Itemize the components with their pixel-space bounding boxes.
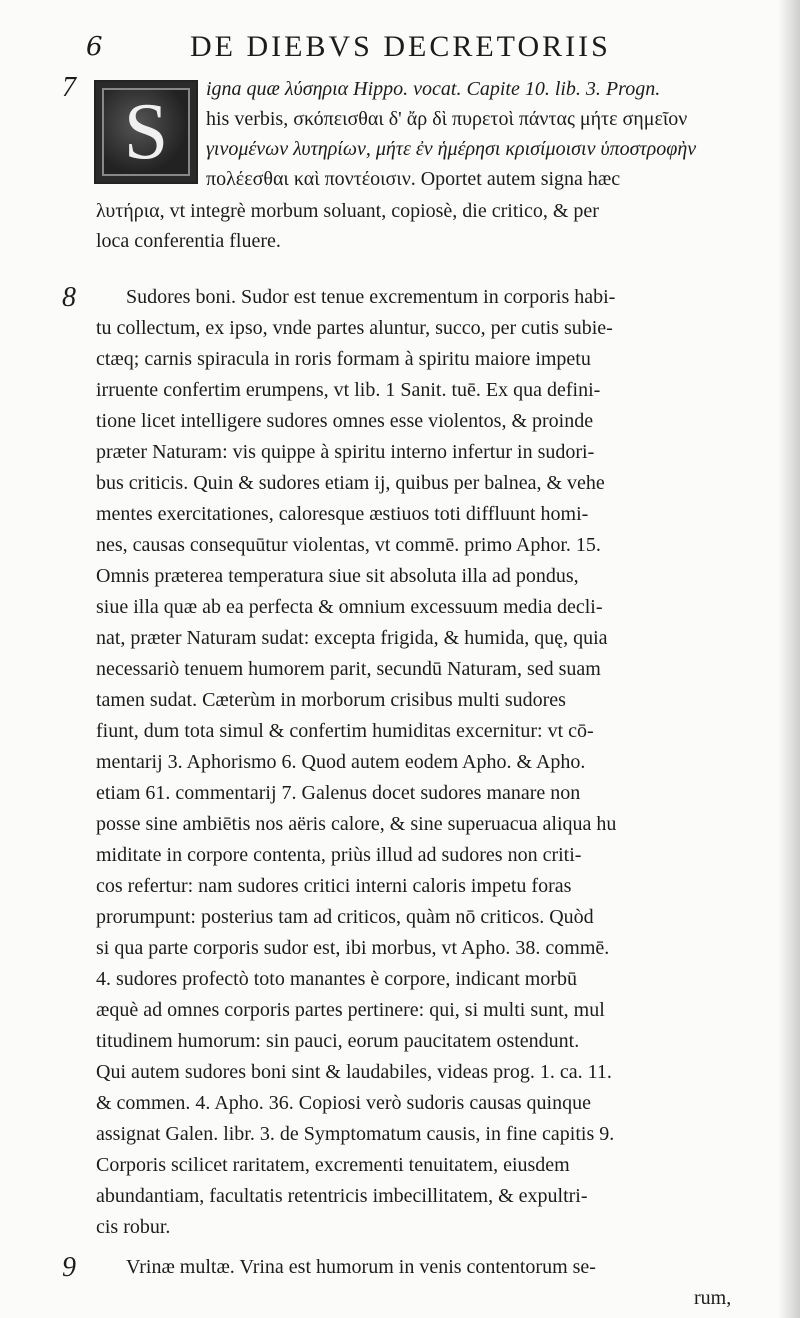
section8-line-10: Omnis præterea temperatura siue sit absoluta illa ad pondus, [96, 565, 579, 587]
section8-line-29: Corporis scilicet raritatem, excrementi tenuitatem, eiusdem [96, 1154, 570, 1176]
initial-ornament [102, 88, 190, 176]
section8-line-2: tu collectum, ex ipso, vnde partes aluntur, succo, per cutis subie- [96, 317, 613, 339]
running-head: DE DIEBVS DECRETORIIS [190, 30, 611, 63]
section-number-8: 8 [62, 282, 76, 313]
section8-line-8: mentes exercitationes, caloresque æstiuos toti diffluunt homi- [96, 503, 589, 525]
section8-line-20: cos refertur: nam sudores critici interni caloris impetu foras [96, 875, 572, 897]
section8-line-31: cis robur. [96, 1216, 171, 1238]
section8-line-15: fiunt, dum tota simul & confertim humiditas excernitur: vt cō- [96, 720, 594, 742]
section8-line-24: æquè ad omnes corporis partes pertinere: qui, si multi sunt, mul [96, 999, 605, 1021]
section7-line-5: λυτήρια, vt integrè morbum soluant, copiosè, die critico, & per [96, 200, 599, 222]
section7-line-2: his verbis, σκόπεισθαι δ' ἄρ δὶ πυρετοὶ πάντας μήτε σημεῖον [206, 108, 688, 130]
section8-line-12: nat, præter Naturam sudat: excepta frigida, & humida, quę, quia [96, 627, 608, 649]
section8-line-11: siue illa quæ ab ea perfecta & omnium excessuum media decli- [96, 596, 603, 618]
section8-line-22: si qua parte corporis sudor est, ibi morbus, vt Apho. 38. commē. [96, 937, 610, 959]
initial-letter: S [123, 88, 169, 176]
section8-line-9: nes, causas consequūtur violentas, vt commē. primo Aphor. 15. [96, 534, 601, 556]
section8-line-13: necessariò tenuem humorem parit, secundū Naturam, sed suam [96, 658, 601, 680]
section8-line-18: posse sine ambiētis nos aëris calore, & sine superuacua aliqua hu [96, 813, 617, 835]
page-edge-shadow [778, 0, 800, 1318]
page-header [0, 28, 800, 68]
section8-line-30: abundantiam, facultatis retentricis imbecillitatem, & expultri- [96, 1185, 588, 1207]
decorated-initial [94, 80, 198, 184]
section-number-7: 7 [62, 72, 76, 103]
section-number-9: 9 [62, 1252, 76, 1283]
section8-line-6: præter Naturam: vis quippe à spiritu interno infertur in sudori- [96, 441, 595, 463]
section7-line-4: πολέεσθαι καὶ ποντέοισιν. Oportet autem signa hæc [206, 168, 621, 190]
section8-line-23: 4. sudores profectò toto manantes è corpore, indicant morbū [96, 968, 577, 990]
section8-line-17: etiam 61. commentarij 7. Galenus docet sudores manare non [96, 782, 581, 804]
section8-line-7: bus criticis. Quin & sudores etiam ij, quibus per balnea, & vehe [96, 472, 605, 494]
section8-line-19: miditate in corpore contenta, priùs illud ad sudores non criti- [96, 844, 582, 866]
section8-line-27: & commen. 4. Apho. 36. Copiosi verò sudoris causas quinque [96, 1092, 591, 1114]
section8-line-28: assignat Galen. libr. 3. de Symptomatum causis, in fine capitis 9. [96, 1123, 615, 1145]
section8-line-26: Qui autem sudores boni sint & laudabiles, videas prog. 1. ca. 11. [96, 1061, 612, 1083]
section8-line-3: ctæq; carnis spiracula in roris formam à spiritu maiore impetu [96, 348, 591, 370]
section8-line-4: irruente confertim erumpens, vt lib. 1 Sanit. tuē. Ex qua defini- [96, 379, 601, 401]
section8-line-21: prorumpunt: posterius tam ad criticos, quàm nō criticos. Quòd [96, 906, 594, 928]
section8-line-25: titudinem humorum: sin pauci, eorum paucitatem ostendunt. [96, 1030, 580, 1052]
section7-line-6: loca conferentia fluere. [96, 230, 281, 252]
section8-line-1: Sudores boni. Sudor est tenue excrementum in corporis habi- [126, 286, 616, 308]
section9-line-2: rum, [694, 1287, 732, 1309]
section7-line-1: igna quæ λύσηρια Hippo. vocat. Capite 10. lib. 3. Progn. [206, 78, 661, 100]
page-number: 6 [86, 32, 103, 62]
section8-line-5: tione licet intelligere sudores omnes esse violentos, & proinde [96, 410, 594, 432]
section8-line-14: tamen sudat. Cæterùm in morborum crisibus multi sudores [96, 689, 566, 711]
section8-line-16: mentarij 3. Aphorismo 6. Quod autem eodem Apho. & Apho. [96, 751, 586, 773]
section9-line-1: Vrinæ multæ. Vrina est humorum in venis contentorum se- [126, 1256, 596, 1278]
section7-line-3: γινομένων λυτηρίων, μήτε ἐν ἡμέρησι κρισίμοισιν ὑποστροφὴν [206, 138, 697, 160]
